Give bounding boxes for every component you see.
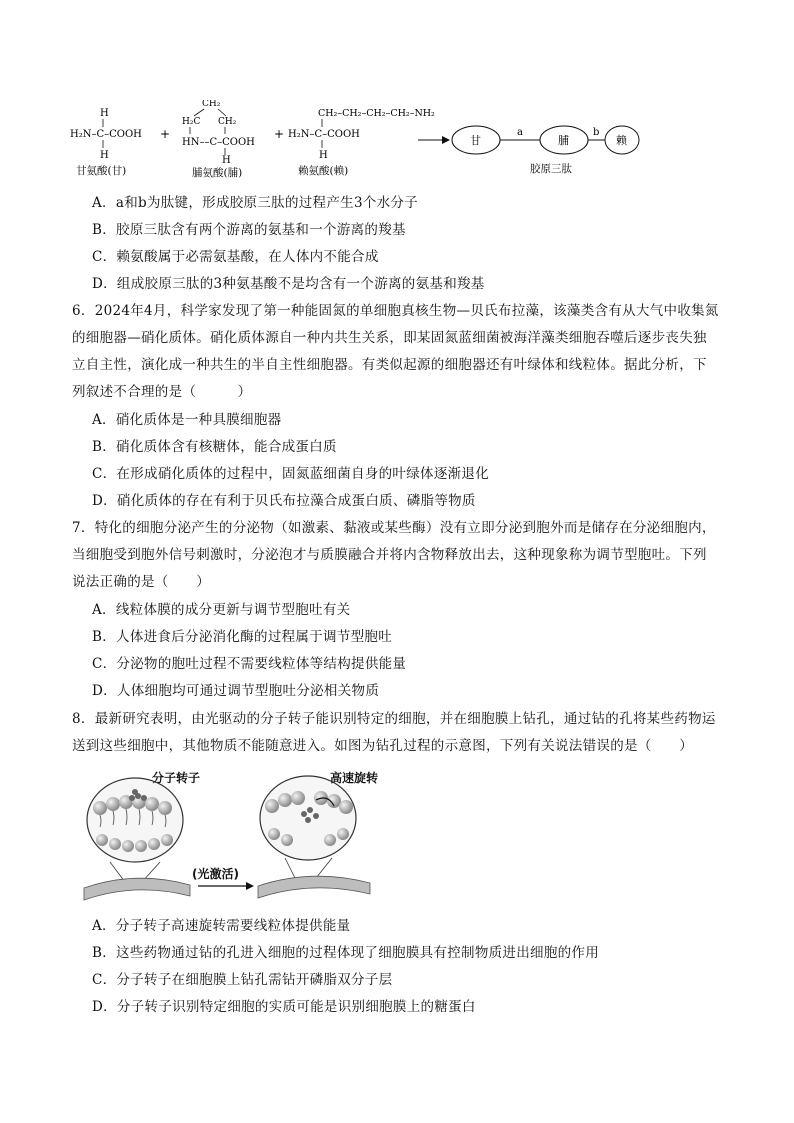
- q5-option-a: A．a和b为肽键，形成胶原三肽的过程产生3个水分子: [92, 195, 419, 211]
- plus-sign-2: +: [274, 127, 285, 141]
- pro-ch2-right: CH₂: [218, 117, 237, 127]
- q5-option-c: C．赖氨酸属于必需氨基酸，在人体内不能合成: [92, 249, 379, 265]
- lys-formula: H₂N–C–COOH: [288, 129, 360, 140]
- q8-option-c: C．分子转子在细胞膜上钻孔需钻开磷脂双分子层: [92, 972, 393, 988]
- gly-formula: H₂N–C–COOH: [70, 129, 142, 140]
- pro-h-bottom: H: [222, 155, 231, 166]
- q8-stem-line-1: 8．最新研究表明，由光驱动的分子转子能识别特定的细胞，并在细胞膜上钻孔，通过钻的孔将某些药物运: [72, 711, 716, 727]
- q7-stem-line-1: 7．特化的细胞分泌产生的分泌物（如激素、黏液或某些酶）没有立即分泌到胞外而是储存在分泌细胞内，: [72, 520, 716, 536]
- q6-option-b: B．硝化质体含有核糖体，能合成蛋白质: [92, 439, 337, 455]
- membrane-zoom-before: [87, 778, 183, 882]
- glycine-label: 甘氨酸(甘): [76, 165, 127, 177]
- membrane-before: [84, 878, 190, 900]
- tripeptide-label: 胶原三肽: [530, 163, 572, 175]
- q6-stem-line-3: 立自主性，演化成一种共生的半自主性细胞器。有类似起源的细胞器还有叶绿体和线粒体。据此分析，下: [72, 357, 707, 373]
- bond-b-label: b: [593, 127, 600, 138]
- lys-h-bottom: H: [319, 150, 328, 161]
- q5-option-b: B．胶原三肽含有两个游离的氨基和一个游离的羧基: [92, 222, 406, 238]
- q7-option-a: A．线粒体膜的成分更新与调节型胞吐有关: [92, 602, 351, 618]
- q6-stem-line-2: 的细胞器—硝化质体。硝化质体源自一种内共生关系，即某固氮蓝细菌被海洋藻类细胞吞噬后逐步丧失独: [72, 330, 707, 346]
- residue-lys: 赖: [616, 134, 627, 147]
- lysine-label: 赖氨酸(赖): [298, 165, 349, 177]
- light-activation-label: (光激活): [192, 867, 239, 881]
- plus-sign-1: +: [160, 127, 171, 141]
- q8-option-b: B．这些药物通过钻的孔进入细胞的过程体现了细胞膜具有控制物质进出细胞的作用: [92, 945, 600, 961]
- q7-option-b: B．人体进食后分泌消化酶的过程属于调节型胞吐: [92, 629, 393, 645]
- q7-option-d: D．人体细胞均可通过调节型胞吐分泌相关物质: [92, 683, 380, 699]
- q6-stem-line-1: 6．2024年4月，科学家发现了第一种能固氮的单细胞真核生物—贝氏布拉藻，该藻类含有从大气中收集氮: [72, 303, 719, 319]
- q7-option-c: C．分泌物的胞吐过程不需要线粒体等结构提供能量: [92, 656, 407, 672]
- q7-stem-line-3: 说法正确的是（ ）: [72, 574, 210, 590]
- residue-pro: 脯: [558, 134, 569, 147]
- pro-h2c: H₂C: [182, 117, 201, 127]
- lys-chain: CH₂–CH₂–CH₂–CH₂–NH₂: [318, 108, 435, 119]
- pro-ch2-top: CH₂: [202, 100, 221, 109]
- q6-option-d: D．硝化质体的存在有利于贝氏布拉藻合成蛋白质、磷脂等物质: [92, 493, 476, 509]
- tripeptide-formation-figure: [70, 100, 640, 180]
- q8-stem-line-2: 送到这些细胞中，其他物质不能随意进入。如图为钻孔过程的示意图，下列有关说法错误的是（ ）: [72, 738, 693, 754]
- pro-formula: HN––C–COOH: [182, 137, 255, 148]
- q8-option-d: D．分子转子识别特定细胞的实质可能是识别细胞膜上的糖蛋白: [92, 999, 476, 1015]
- q5-option-d: D．组成胶原三肽的3种氨基酸不是均含有一个游离的氨基和羧基: [92, 276, 485, 292]
- bond-a-label: a: [517, 127, 523, 138]
- membrane-zoom-after: [260, 776, 356, 878]
- q7-stem-line-2: 当细胞受到胞外信号刺激时，分泌泡才与质膜融合并将内含物释放出去，这种现象称为调节型胞吐。下列: [72, 547, 707, 563]
- process-arrow-icon: [246, 882, 254, 890]
- proline-label: 脯氨酸(脯): [192, 167, 243, 179]
- q6-option-a: A．硝化质体是一种具膜细胞器: [92, 412, 282, 428]
- reaction-arrow-icon: [442, 136, 450, 144]
- membrane-after: [258, 876, 370, 898]
- gly-h-top: H: [100, 108, 109, 119]
- molecular-rotor-figure: [80, 770, 400, 905]
- residue-gly: 甘: [470, 134, 481, 147]
- spin-label: 高速旋转: [330, 771, 379, 785]
- q6-option-c: C．在形成硝化质体的过程中，固氮蓝细菌自身的叶绿体逐渐退化: [92, 466, 490, 482]
- rotor-label: 分子转子: [152, 771, 201, 785]
- q6-stem-line-4: 列叙述不合理的是（ ）: [72, 384, 252, 400]
- q8-option-a: A．分子转子高速旋转需要线粒体提供能量: [92, 918, 351, 934]
- gly-h-bottom: H: [100, 150, 109, 161]
